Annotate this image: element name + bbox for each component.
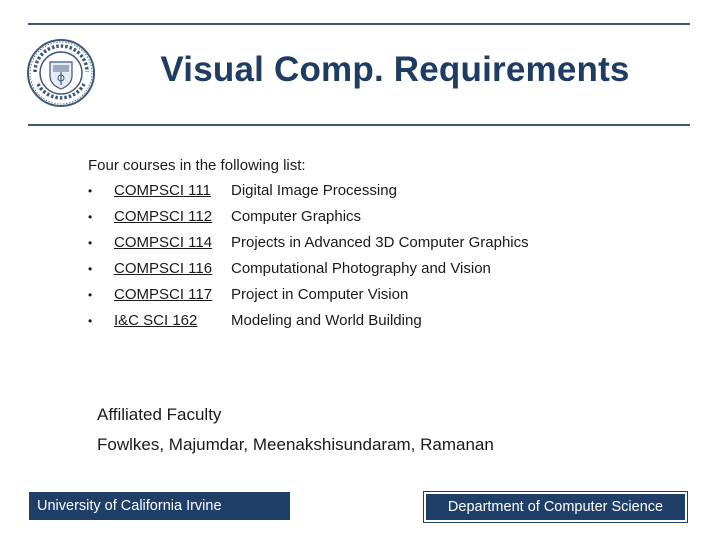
affiliated-faculty-block <box>97 400 494 460</box>
university-seal-logo <box>26 38 96 108</box>
bullet-icon: • <box>88 262 93 276</box>
course-name: Modeling and World Building <box>231 312 422 329</box>
course-name: Computational Photography and Vision <box>231 260 491 277</box>
bullet-icon: • <box>88 184 93 198</box>
bullet-icon: • <box>88 288 93 302</box>
course-code-link[interactable]: COMPSCI 117 <box>114 286 213 303</box>
course-name: Project in Computer Vision <box>231 286 409 303</box>
top-rule <box>28 23 690 25</box>
bullet-icon: • <box>88 314 93 328</box>
footer-department: Department of Computer Science <box>424 492 687 522</box>
course-code-link[interactable]: COMPSCI 111 <box>114 182 211 199</box>
bullet-icon: • <box>88 236 93 250</box>
course-name: Computer Graphics <box>231 208 362 225</box>
bullet-icon: • <box>88 210 93 224</box>
title-underline-rule <box>28 124 690 126</box>
footer-university: University of California Irvine <box>29 492 290 520</box>
course-code-link[interactable]: COMPSCI 112 <box>114 208 213 225</box>
course-list-intro: Four courses in the following list: <box>88 157 306 174</box>
course-name: Digital Image Processing <box>231 182 397 199</box>
course-name: Projects in Advanced 3D Computer Graphics <box>231 234 529 251</box>
faculty-heading: Affiliated Faculty <box>97 405 222 424</box>
slide-title: Visual Comp. Requirements <box>160 50 630 89</box>
course-code-link[interactable]: COMPSCI 116 <box>114 260 213 277</box>
faculty-names: Fowlkes, Majumdar, Meenakshisundaram, Ramanan <box>97 435 494 454</box>
course-code-link[interactable]: COMPSCI 114 <box>114 234 213 251</box>
course-code-link[interactable]: I&C SCI 162 <box>114 312 198 329</box>
